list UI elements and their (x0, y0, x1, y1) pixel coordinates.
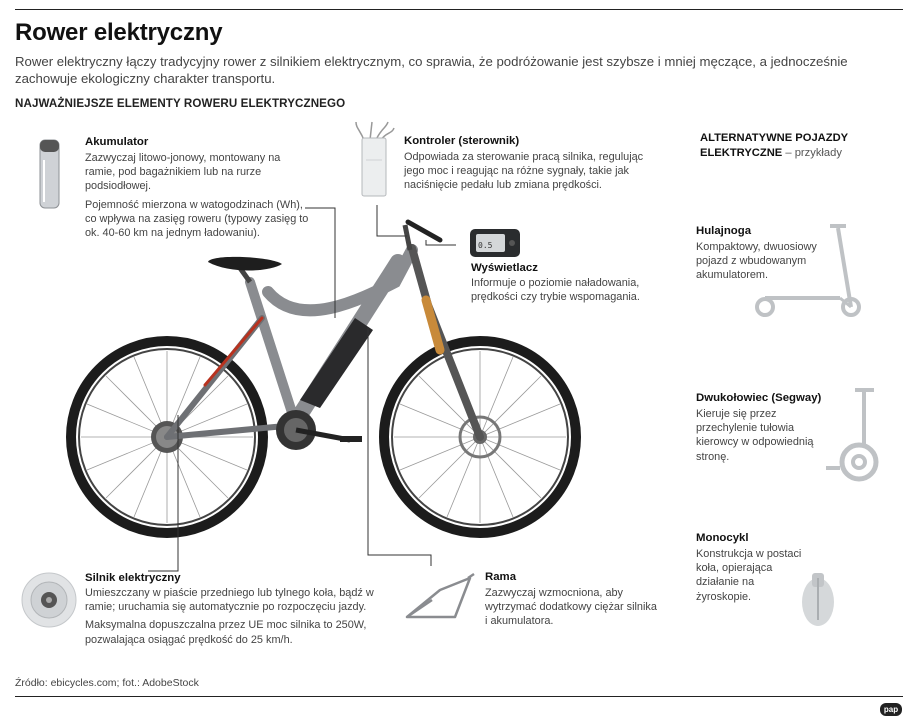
alt-scooter-label: Hulajnoga (696, 225, 752, 237)
alt-monowheel-label: Monocykl (696, 532, 749, 544)
segway-icon (826, 390, 876, 479)
display-text-1: Informuje o poziomie naładowania, prędkości czy trybie wspomagania. (471, 277, 640, 304)
hub-motor-icon (22, 573, 76, 627)
motor-text-1: Umieszczany w piaście przedniego lub tylnego koła, bądź w ramie; uruchamia się automatycznie po rozpoczęciu jazdy. (85, 587, 374, 614)
alternatives-heading-suffix: – przykłady (785, 147, 842, 159)
frame-label: Rama (485, 571, 517, 583)
battery-icon (40, 140, 59, 208)
source-credit: Źródło: ebicycles.com; fot.: AdobeStock (15, 677, 199, 689)
alt-segway-label: Dwukołowiec (Segway) (696, 392, 822, 404)
intro-text: Rower elektryczny łączy tradycyjny rower z silnikiem elektrycznym, co sprawia, że podróżowanie jest szybsze i mniej męczące, a jednocześnie zachowuje ekologiczny charakter transportu. (15, 54, 848, 86)
alt-scooter-description: Kompaktowy, dwuosiowy pojazd z wbudowanym akumulatorem. (696, 241, 817, 282)
alternatives-heading-bold: ALTERNATYWNE POJAZDY ELEKTRYCZNE (700, 132, 848, 159)
battery-text-2: Pojemność mierzona w watogodzinach (Wh), co wpływa na zasięg roweru (typowy zasięg to ok. 40-60 km na jednym ładowaniu). (85, 198, 309, 240)
controller-icon (356, 122, 394, 196)
battery-text-1: Zazwyczaj litowo-jonowy, montowany na ramie, pod bagażnikiem lub na rurze podsiodłowej. (85, 152, 281, 193)
controller-text-1: Odpowiada za sterowanie pracą silnika, regulując jego moc i reagując na różne sygnały, takie jak naciśnięcie pedału lub zmiana prędkości. (404, 151, 644, 192)
battery-description (85, 151, 310, 244)
svg-text:0.5: 0.5 (478, 241, 493, 250)
battery-label: Akumulator (85, 136, 149, 148)
display-icon (470, 229, 520, 257)
bike-frame (167, 248, 480, 437)
display-label: Wyświetlacz (471, 262, 538, 274)
bottom-rule (15, 696, 903, 697)
alt-monowheel-description: Konstrukcja w postaci koła, opierająca działanie na żyroskopie. (696, 548, 802, 603)
pap-logo: pap (880, 703, 902, 716)
controller-label: Kontroler (sterownik) (404, 135, 520, 147)
motor-description (85, 586, 390, 651)
page-title: Rower elektryczny (15, 19, 223, 46)
frame-icon (407, 574, 474, 617)
alt-segway-description: Kieruje się przez przechylenie tułowia kierowcy w odpowiednią stronę. (696, 408, 814, 463)
frame-description (485, 586, 660, 633)
motor-label: Silnik elektryczny (85, 572, 181, 584)
display-description (471, 276, 661, 308)
section-heading: NAJWAŻNIEJSZE ELEMENTY ROWERU ELEKTRYCZNEGO (15, 97, 346, 110)
alternatives-heading (700, 131, 890, 161)
frame-text-1: Zazwyczaj wzmocniona, aby wytrzymać dodatkowy ciężar silnika i akumulatora. (485, 587, 657, 628)
motor-text-2: Maksymalna dopuszczalna przez UE moc silnika to 250W, pozwalająca osiągać prędkość do 25 km/h. (85, 619, 367, 646)
controller-description (404, 150, 654, 197)
battery-on-frame (300, 318, 373, 408)
saddle (208, 257, 282, 271)
